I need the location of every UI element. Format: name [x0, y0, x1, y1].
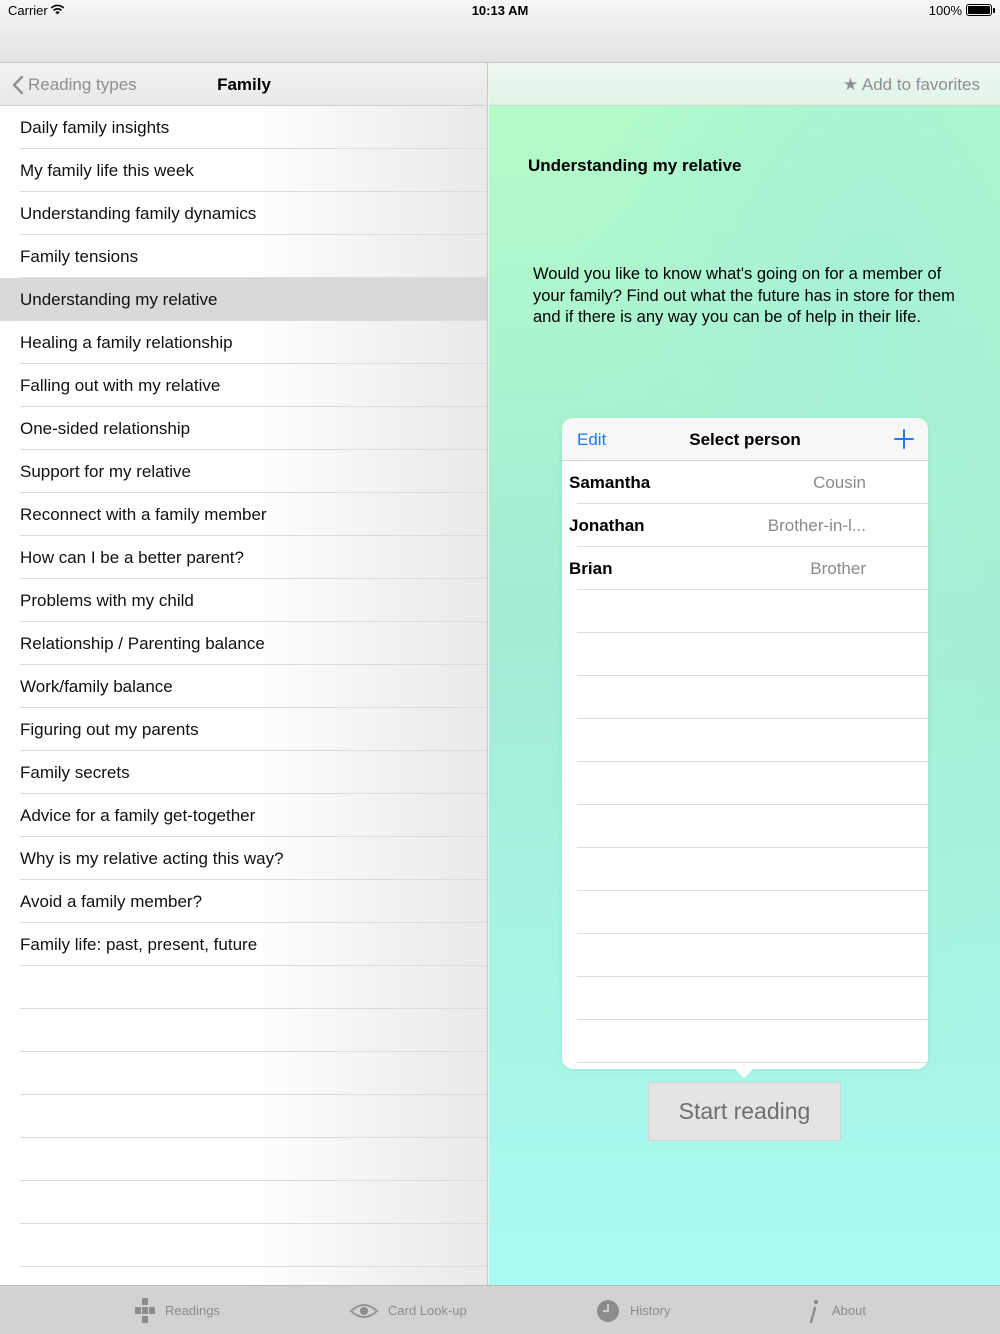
eye-icon [350, 1303, 378, 1319]
list-item[interactable]: How can I be a better parent? [0, 536, 488, 579]
empty-person-row [562, 805, 928, 848]
person-row[interactable] [562, 461, 928, 504]
list-item[interactable]: Family secrets [0, 751, 488, 794]
empty-person-row [562, 633, 928, 676]
list-item[interactable]: Family life: past, present, future [0, 923, 488, 966]
add-to-favorites-button[interactable]: ★ Add to favorites [842, 75, 980, 94]
reading-title: Understanding my relative [528, 156, 742, 175]
start-reading-button[interactable]: Start reading [648, 1082, 841, 1141]
clock-label: 10:13 AM [471, 3, 529, 18]
empty-row [0, 1052, 488, 1095]
empty-person-row [562, 676, 928, 719]
battery-percent: 100% [928, 3, 962, 18]
empty-row [0, 1138, 488, 1181]
list-item[interactable]: Daily family insights [0, 106, 488, 149]
top-bar [0, 0, 1000, 63]
plus-icon[interactable] [894, 429, 914, 449]
list-item[interactable]: Understanding family dynamics [0, 192, 488, 235]
popover-header [562, 418, 928, 461]
empty-person-row [562, 762, 928, 805]
list-item[interactable]: Advice for a family get-together [0, 794, 488, 837]
list-item[interactable]: Avoid a family member? [0, 880, 488, 923]
page-title: Family [217, 75, 271, 94]
carrier-label: Carrier [8, 3, 48, 18]
list-item[interactable]: Why is my relative acting this way? [0, 837, 488, 880]
list-item[interactable]: Work/family balance [0, 665, 488, 708]
empty-person-row [562, 719, 928, 762]
tab-readings[interactable] [135, 1286, 220, 1334]
empty-person-row [562, 891, 928, 934]
person-relation: Cousin [813, 472, 866, 492]
cards-grid-icon [135, 1298, 155, 1324]
person-relation: Brother [810, 558, 866, 578]
tab-about[interactable] [806, 1286, 866, 1334]
list-item[interactable]: Falling out with my relative [0, 364, 488, 407]
reading-description: Would you like to know what's going on for a member of your family? Find out what the future has in store for them and if there is any way you can be of help in their life. [533, 265, 955, 326]
tab-history[interactable] [596, 1286, 670, 1334]
tab-label: History [630, 1303, 671, 1318]
empty-person-row [562, 977, 928, 1020]
list-item[interactable]: Understanding my relative [0, 278, 488, 321]
left-nav-bar [0, 63, 488, 106]
empty-row [0, 1095, 488, 1138]
list-item[interactable]: Reconnect with a family member [0, 493, 488, 536]
tab-card-look-up[interactable] [350, 1286, 467, 1334]
battery-icon [966, 4, 992, 16]
list-item[interactable]: Family tensions [0, 235, 488, 278]
list-item[interactable]: Support for my relative [0, 450, 488, 493]
empty-row [0, 1224, 488, 1267]
right-nav-bar [489, 63, 1000, 106]
empty-row [0, 1181, 488, 1224]
person-row[interactable] [562, 547, 928, 590]
reading-type-list [0, 106, 488, 1285]
person-name: Jonathan [569, 515, 645, 535]
tab-label: About [832, 1303, 866, 1318]
empty-person-row [562, 848, 928, 891]
list-item[interactable]: Problems with my child [0, 579, 488, 622]
popover-arrow [732, 1066, 756, 1078]
list-item[interactable]: Relationship / Parenting balance [0, 622, 488, 665]
person-name: Brian [569, 558, 613, 578]
reading-detail-panel [489, 63, 1000, 1285]
tab-label: Readings [165, 1303, 220, 1318]
tab-label: Card Look-up [388, 1303, 467, 1318]
reading-list-panel [0, 63, 488, 1285]
empty-person-row [562, 934, 928, 977]
edit-button[interactable]: Edit [577, 430, 607, 449]
list-item[interactable]: My family life this week [0, 149, 488, 192]
clock-icon [596, 1299, 620, 1323]
empty-person-row [562, 590, 928, 633]
select-person-popover [562, 418, 928, 1069]
person-row[interactable] [562, 504, 928, 547]
person-name: Samantha [569, 472, 651, 492]
empty-row [0, 966, 488, 1009]
list-item[interactable]: One-sided relationship [0, 407, 488, 450]
empty-row [0, 1009, 488, 1052]
person-list [562, 461, 928, 1063]
list-item[interactable]: Healing a family relationship [0, 321, 488, 364]
info-icon [806, 1298, 822, 1324]
person-relation: Brother-in-l... [767, 515, 866, 535]
list-item[interactable]: Figuring out my parents [0, 708, 488, 751]
popover-title: Select person [689, 430, 801, 449]
back-label: Reading types [28, 75, 137, 94]
empty-person-row [562, 1020, 928, 1063]
tab-bar [0, 1285, 1000, 1334]
